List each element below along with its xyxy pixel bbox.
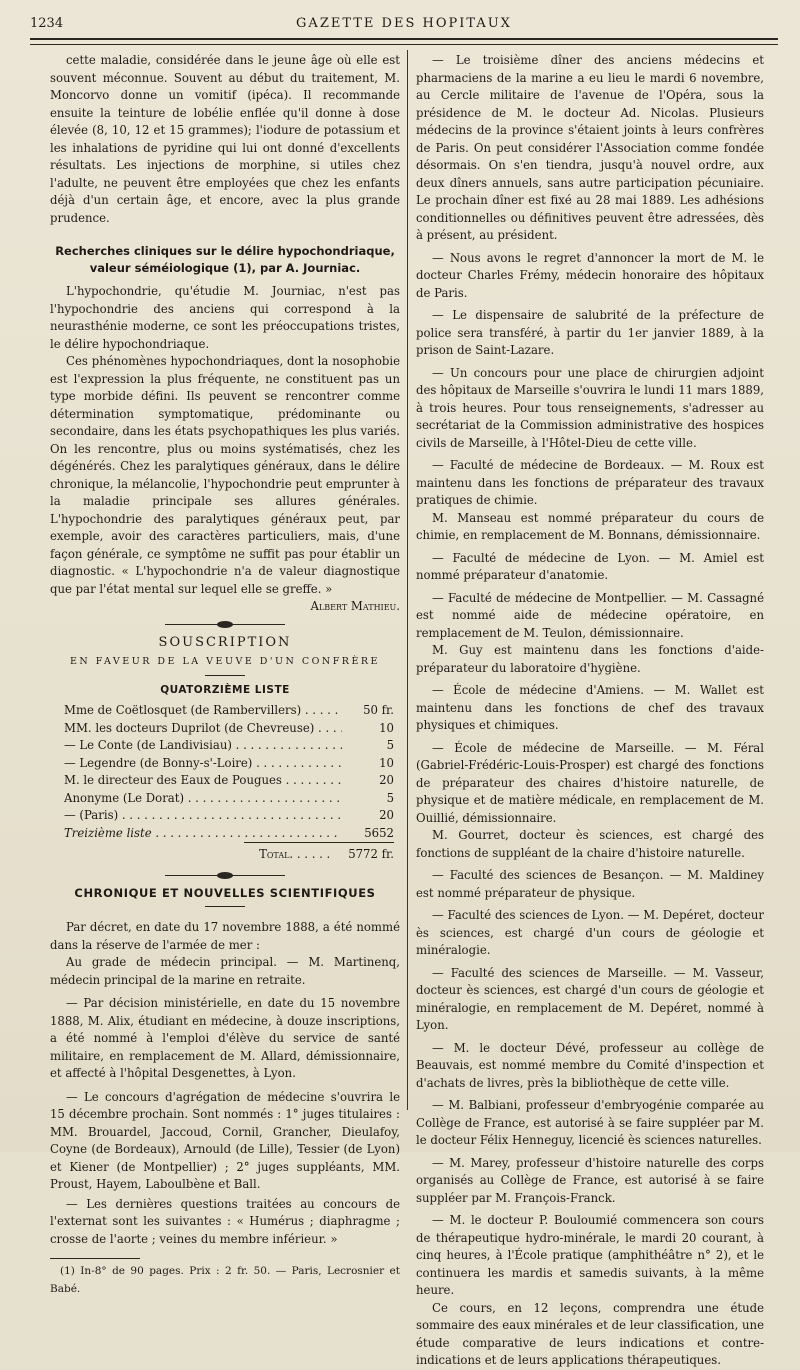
- souscription-title: SOUSCRIPTION: [158, 634, 292, 650]
- agregation-paragraph: — Le concours d'agrégation de médecine s'ouvrira le 15 décembre prochain. Sont nommés : 1° juges titulaires : MM. Brouardel, Jaccoud, Cornil, Grancher, Dieulafoy, Coyne (de Bordeaux), Arnould (de Lille), Tessier (de Lyon) et Kiener (de Montpellier) ; 2° juges suppléants, MM. Proust, Hayem, Laboulbène et Ball.: [50, 1089, 400, 1191]
- header-rule-thin: [30, 44, 778, 45]
- donor-amount: 20: [379, 808, 394, 822]
- souscription-subtitle: EN FAVEUR DE LA VEUVE D'UN CONFRÈRE: [70, 656, 380, 667]
- sciences-marseille-paragraph: — Faculté des sciences de Marseille. — M. Vasseur, docteur ès sciences, est chargé d'un cours de géologie et minéralogie, en remplacement de M. Depéret, nommé à Lyon.: [416, 965, 764, 1032]
- donor-name: MM. les docteurs Duprilot (de Chevreuse) . . .: [64, 720, 342, 738]
- column-divider: [407, 50, 408, 1110]
- footnote: (1) In-8° de 90 pages. Prix : 2 fr. 50. — Paris, Lecrosnier et Babé.: [50, 1265, 400, 1295]
- donor-row: [50, 790, 400, 808]
- donor-name: Mme de Coëtlosquet (de Rambervillers) . . .: [64, 702, 342, 720]
- list-heading: QUATORZIÈME LISTE: [160, 683, 290, 696]
- total-label: Total. . . . . .: [259, 847, 331, 861]
- intro-paragraph: cette maladie, considérée dans le jeune âge où elle est souvent méconnue. Souvent au début du traitement, M. Moncorvo donne un vomitif (ipéca). Il recommande ensuite la teinture de lobélie enflée qu'il donne à dose élevée (8, 10, 12 et 15 grammes); l'iodure de potassium et les inhalations de pyridine qui lui ont donné d'excellents résultats. Les injections de morphine, si utiles chez l'adulte, ne peuvent être employées que chez les enfants déjà d'un certain âge, et encore, avec la plus grande prudence.: [50, 53, 400, 225]
- page-header: [30, 14, 778, 38]
- donor-name: — Legendre (de Bonny-s'-Loire) . . .: [64, 755, 342, 773]
- guy-paragraph: M. Guy est maintenu dans les fonctions d'aide-préparateur du laboratoire d'hygiène.: [416, 643, 764, 675]
- bouloumie-paragraph: — M. le docteur P. Bouloumié commencera son cours de thérapeutique hydro-minérale, le mardi 20 courant, à cinq heures, à l'École pratique (amphithéâtre n° 2), et le continuera les mardis et samedis suivants, à la même heure.: [416, 1213, 764, 1297]
- diner-paragraph: — Le troisième dîner des anciens médecins et pharmaciens de la marine a eu lieu le mardi 6 novembre, au Cercle militaire de l'avenue de l'Opéra, sous la présidence de M. le docteur Ad. Nicolas. Plusieurs médecins de la province s'étaient joints à leurs confrères de Paris. On peut considérer l'Association comme fondée désormais. On s'en tiendra, jusqu'à nouvel ordre, aux deux dîners annuels, sans autre participation pécuniaire. Le prochain dîner est fixé au 28 mai 1889. Les adhésions conditionnelles ou définitives peuvent être adressées, dès à présent, au président.: [416, 53, 764, 242]
- donor-row: [50, 755, 400, 773]
- right-column: [416, 52, 764, 1370]
- short-rule: [205, 906, 245, 907]
- donor-row: [50, 737, 400, 755]
- donor-name: — Le Conte (de Landivisiau) . . .: [64, 737, 342, 755]
- ecole-marseille-paragraph: — École de médecine de Marseille. — M. Féral (Gabriel-Frédéric-Louis-Prosper) est chargé des fonctions de préparateur des chaires d'histoire naturelle, de physique et de matière médicale, en remplacement de M. Ouillié, démissionnaire.: [416, 740, 764, 825]
- donor-name: Anonyme (Le Dorat) . . .: [64, 790, 342, 808]
- ornament-separator: [165, 621, 285, 628]
- amiens-paragraph: — École de médecine d'Amiens. — M. Wallet est maintenu dans les fonctions de chef des travaux physiques et chimiques.: [416, 683, 764, 732]
- donor-row: [50, 702, 400, 720]
- donor-amount: 5: [386, 790, 394, 805]
- balbiani-paragraph: — M. Balbiani, professeur d'embryogénie comparée au Collège de France, est autorisé à se faire suppléer par M. le docteur Félix Henneguy, licencié ès sciences naturelles.: [416, 1098, 764, 1147]
- donor-list: [50, 702, 400, 842]
- footnote-rule: [50, 1258, 140, 1259]
- donor-name: M. le directeur des Eaux de Pougues . . .: [64, 772, 342, 790]
- donor-row: [50, 807, 400, 825]
- alix-paragraph: — Par décision ministérielle, en date du 15 novembre 1888, M. Alix, étudiant en médecine, à douze inscriptions, a été nommé à l'emploi d'élève du service de santé militaire, en remplacement de M. Allard, démissionnaire, et affecté à l'hôpital Desgenettes, à Lyon.: [50, 996, 400, 1080]
- besancon-paragraph: — Faculté des sciences de Besançon. — M. Maldiney est nommé préparateur de physique.: [416, 868, 764, 900]
- donor-amount: 50 fr.: [363, 703, 394, 717]
- montpellier-paragraph: — Faculté de médecine de Montpellier. — M. Cassagné est nommé aide de médecine opératoire, en remplacement de M. Teulon, démissionnaire.: [416, 590, 764, 640]
- decret-paragraph: Par décret, en date du 17 novembre 1888, a été nommé dans la réserve de l'armée de mer :: [50, 920, 400, 952]
- dispensaire-paragraph: — Le dispensaire de salubrité de la préfecture de police sera transféré, à partir du 1er janvier 1889, à la prison de Saint-Lazare.: [416, 308, 764, 357]
- donor-amount: 5652: [364, 825, 394, 840]
- recherches-paragraph-2: Ces phénomènes hypochondriaques, dont la nosophobie est l'expression la plus fréquente, ne constituent pas un type morbide défini. Ils peuvent se rencontrer comme détermination symptomatique, prédominante ou secondaire, dans les états psychopathiques les plus variés. On les rencontre, plus ou moins systématisés, chez les dégénérés. Chez les paralytiques généraux, dans le délire chronique, la mélancolie, l'hypochondrie peut emprunter à la maladie principale ses allures générales. L'hypochondrie des paralytiques généraux peut, par exemple, avoir des caractères particuliers, mais, d'une façon générale, ce symptôme ne suffit pas pour établir un diagnostic. « L'hypochondrie n'a de valeur diagnostique que par l'état mental sur lequel elle se greffe. »: [50, 354, 400, 596]
- chronique-heading: CHRONIQUE ET NOUVELLES SCIENTIFIQUES: [74, 885, 376, 900]
- short-rule: [205, 675, 245, 676]
- deve-paragraph: — M. le docteur Dévé, professeur au collège de Beauvais, est nommé membre du Comité d'inspection et d'achats de livres, près la bibliothèque de cette ville.: [416, 1040, 764, 1090]
- externat-paragraph: — Les dernières questions traitées au concours de l'externat sont les suivantes : « Humérus ; diaphragme ; crosse de l'aorte ; veines du membre inférieur. »: [50, 1196, 400, 1246]
- header-rule-thick: [30, 38, 778, 40]
- marseille-concours-paragraph: — Un concours pour une place de chirurgien adjoint des hôpitaux de Marseille s'ouvrira le lundi 11 mars 1889, à trois heures. Pour tous renseignements, s'adresser au secrétariat de la Commission administrative des hospices civils de Marseille, à l'Hôtel-Dieu de cette ville.: [416, 365, 764, 450]
- donor-name: Treizième liste . . .: [64, 825, 342, 843]
- left-column: [50, 52, 400, 1298]
- total-rule: [244, 842, 394, 843]
- fremy-paragraph: — Nous avons le regret d'annoncer la mort de M. le docteur Charles Frémy, médecin honoraire des hôpitaux de Paris.: [416, 250, 764, 300]
- donor-amount: 5: [386, 738, 394, 752]
- recherches-heading: Recherches cliniques sur le délire hypochondriaque, valeur séméiologique (1), par A. Journiac.: [55, 244, 395, 275]
- donor-name: — (Paris) . . .: [64, 807, 342, 825]
- journal-title: GAZETTE DES HOPITAUX: [296, 16, 512, 31]
- total-row: [50, 846, 400, 864]
- sciences-lyon-paragraph: — Faculté des sciences de Lyon. — M. Depéret, docteur ès sciences, est chargé d'un cours de géologie et minéralogie.: [416, 908, 764, 957]
- bordeaux-paragraph: — Faculté de médecine de Bordeaux. — M. Roux est maintenu dans les fonctions de préparateur des travaux pratiques de chimie.: [416, 458, 764, 507]
- recherches-paragraph-1: L'hypochondrie, qu'étudie M. Journiac, n'est pas l'hypochondrie des anciens qui correspond à la neurasthénie moderne, ce sont les préoccupations tristes, le délire hypochondriaque.: [50, 284, 400, 351]
- donor-amount: 10: [379, 755, 394, 770]
- article-signature: Albert Mathieu.: [310, 599, 400, 613]
- marey-paragraph: — M. Marey, professeur d'histoire naturelle des corps organisés au Collège de France, est autorisé à se faire suppléer par M. François-Franck.: [416, 1155, 764, 1205]
- donor-row: [50, 720, 400, 738]
- ornament-separator: [165, 872, 285, 879]
- gourret-paragraph: M. Gourret, docteur ès sciences, est chargé des fonctions de suppléant de la chaire d'histoire naturelle.: [416, 828, 764, 860]
- manseau-paragraph: M. Manseau est nommé préparateur du cours de chimie, en remplacement de M. Bonnans, démissionnaire.: [416, 510, 764, 542]
- lyon-medecine-paragraph: — Faculté de médecine de Lyon. — M. Amiel est nommé préparateur d'anatomie.: [416, 550, 764, 582]
- lecons-paragraph: Ce cours, en 12 leçons, comprendra une étude sommaire des eaux minérales et de leur classification, une étude comparative de leurs indications et contre-indications et de leurs applications thérapeutiques.: [416, 1300, 764, 1367]
- donor-row: [50, 825, 400, 843]
- donor-row: [50, 772, 400, 790]
- donor-amount: 10: [379, 720, 394, 735]
- donor-amount: 20: [379, 773, 394, 787]
- page-number: 1234: [30, 16, 64, 31]
- decret-detail: Au grade de médecin principal. — M. Martinenq, médecin principal de la marine en retraite.: [50, 955, 400, 987]
- total-amount: 5772 fr.: [348, 847, 394, 861]
